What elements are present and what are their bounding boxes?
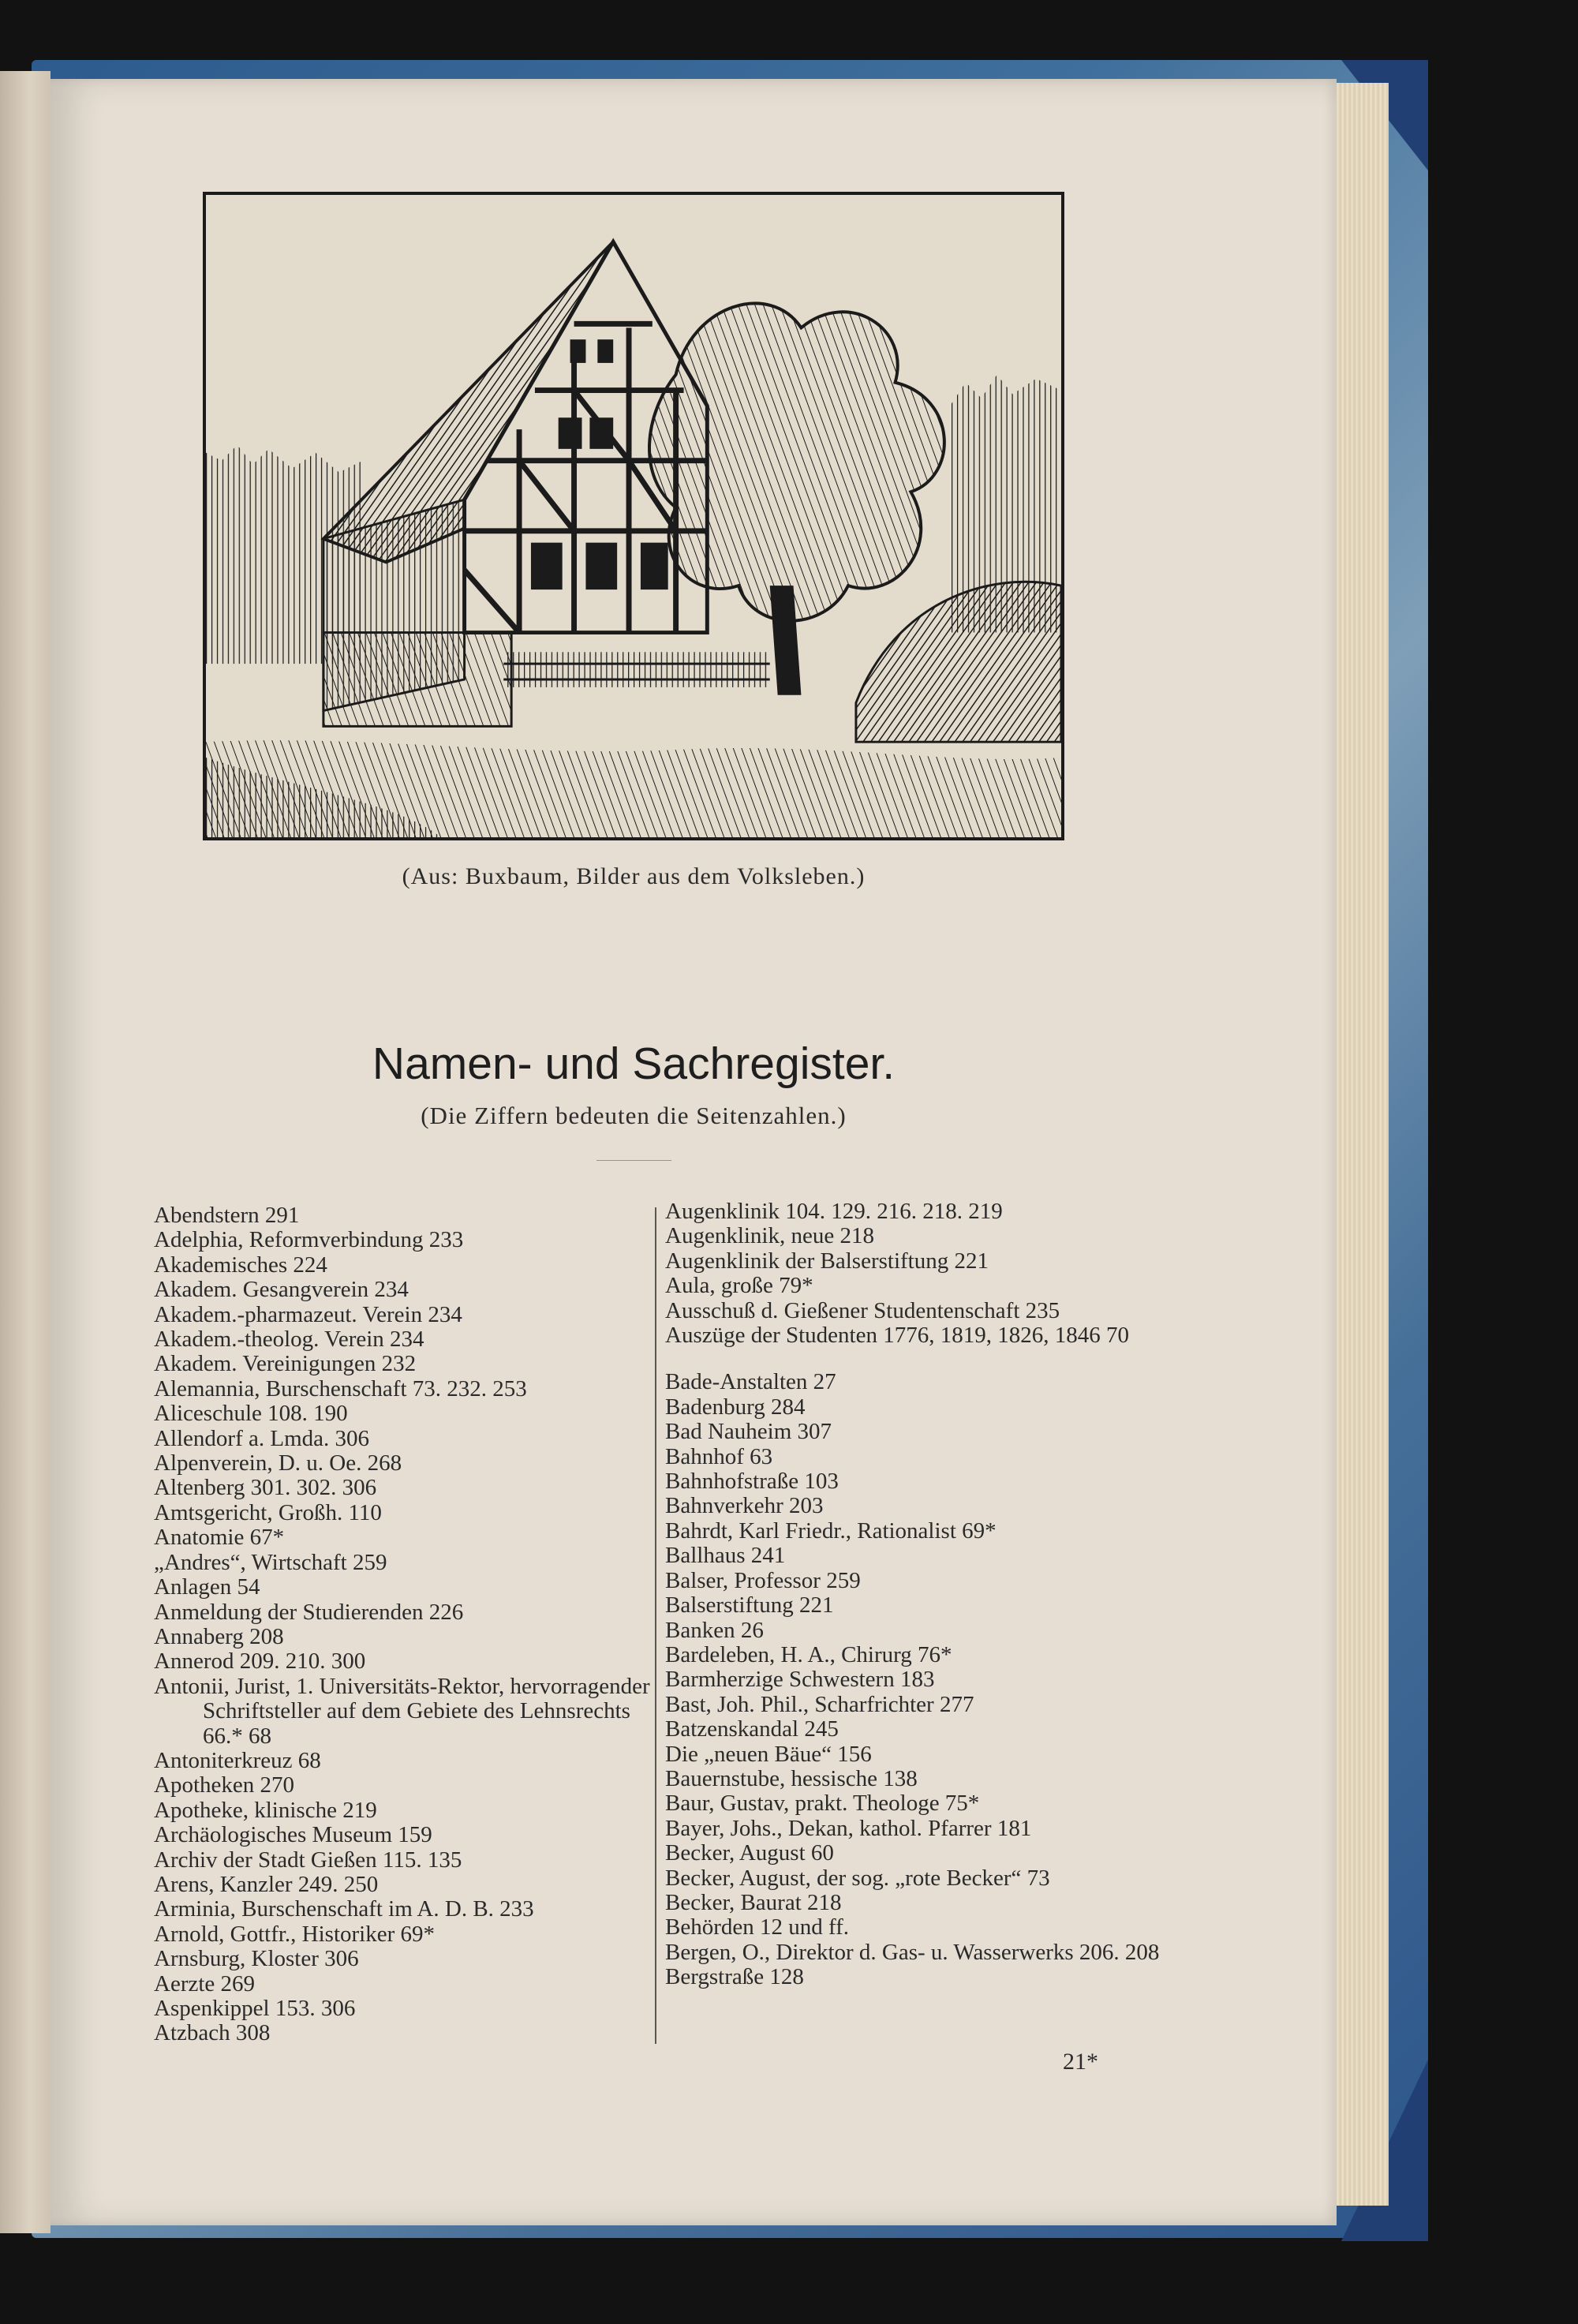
house-illustration xyxy=(203,192,1064,840)
index-entry: Archäologisches Museum 159 xyxy=(154,1822,432,1848)
index-entry: Bahrdt, Karl Friedr., Rationalist 69* xyxy=(665,1518,997,1544)
index-entry: Aerzte 269 xyxy=(154,1970,256,1997)
index-entry: Alpenverein, D. u. Oe. 268 xyxy=(154,1450,402,1476)
index-entry: Bahnhof 63 xyxy=(665,1443,773,1469)
index-entry: Akadem.-theolog. Verein 234 xyxy=(154,1327,424,1353)
index-entry: Amtsgericht, Großh. 110 xyxy=(154,1499,382,1525)
index-entry: Bast, Joh. Phil., Scharfrichter 277 xyxy=(665,1691,974,1717)
index-entry: Auszüge der Studenten 1776, 1819, 1826, 1846 70 xyxy=(665,1323,1129,1349)
illustration-caption: (Aus: Buxbaum, Bilder aus dem Volksleben.) xyxy=(402,863,866,889)
index-entry: Allendorf a. Lmda. 306 xyxy=(154,1425,370,1451)
index-entry: Bade-Anstalten 27 xyxy=(665,1369,836,1395)
index-column-left xyxy=(154,1203,651,2046)
index-entry: Balserstiftung 221 xyxy=(665,1592,834,1619)
index-entry: Apotheke, klinische 219 xyxy=(154,1797,377,1823)
index-entry: Arnsburg, Kloster 306 xyxy=(154,1946,359,1972)
index-entry: „Andres“, Wirtschaft 259 xyxy=(154,1549,387,1575)
index-entry: Adelphia, Reformverbindung 233 xyxy=(154,1227,464,1253)
index-entry: Barmherzige Schwestern 183 xyxy=(665,1667,935,1693)
index-entry: Anmeldung der Studierenden 226 xyxy=(154,1599,464,1625)
index-entry: Banken 26 xyxy=(665,1617,764,1643)
index-entry: Batzenskandal 245 xyxy=(665,1716,839,1742)
index-entry: Bad Nauheim 307 xyxy=(665,1419,832,1445)
index-entry: Aspenkippel 153. 306 xyxy=(154,1996,356,2021)
index-entry: Badenburg 284 xyxy=(665,1394,806,1420)
index-entry: Augenklinik der Balserstiftung 221 xyxy=(665,1248,989,1274)
index-entry: Arminia, Burschenschaft im A. D. B. 233 xyxy=(154,1896,534,1922)
index-entry: Annerod 209. 210. 300 xyxy=(154,1649,366,1675)
index-entry: Abendstern 291 xyxy=(154,1203,300,1228)
index-entry: Ausschuß d. Gießener Studentenschaft 235 xyxy=(665,1297,1060,1323)
index-entry: Atzbach 308 xyxy=(154,2020,271,2046)
index-entry: Bahnhofstraße 103 xyxy=(665,1469,839,1495)
index-entry: Antonii, Jurist, 1. Universitäts-Rektor, hervorragender Schriftsteller auf dem Gebiete des Lehnsrechts 66.* 68 xyxy=(154,1673,650,1749)
index-entry: Die „neuen Bäue“ 156 xyxy=(665,1741,872,1767)
index-entry: Antoniterkreuz 68 xyxy=(154,1747,321,1773)
index-entry: Anatomie 67* xyxy=(154,1525,285,1551)
index-entry: Akadem. Gesangverein 234 xyxy=(154,1277,409,1303)
index-entry: Baur, Gustav, prakt. Theologe 75* xyxy=(665,1791,980,1817)
index-entry: Becker, August, der sog. „rote Becker“ 73 xyxy=(665,1865,1050,1891)
index-entry: Annaberg 208 xyxy=(154,1623,284,1649)
title-rule xyxy=(596,1160,671,1161)
index-entry: Aula, große 79* xyxy=(665,1273,813,1299)
index-entry: Bahnverkehr 203 xyxy=(665,1493,824,1519)
index-entry: Alemannia, Burschenschaft 73. 232. 253 xyxy=(154,1375,527,1402)
index-entry: Ballhaus 241 xyxy=(665,1543,786,1569)
index-entry: Becker, August 60 xyxy=(665,1840,834,1866)
index-entry: Bauernstube, hessische 138 xyxy=(665,1765,918,1791)
column-divider xyxy=(655,1207,656,2044)
index-entry: Altenberg 301. 302. 306 xyxy=(154,1475,377,1501)
index-entry: Bayer, Johs., Dekan, kathol. Pfarrer 181 xyxy=(665,1815,1032,1841)
page-title: Namen- und Sachregister. xyxy=(372,1039,896,1089)
index-entry: Arens, Kanzler 249. 250 xyxy=(154,1871,379,1897)
page-number: 21* xyxy=(1063,2049,1098,2075)
index-entry: Bergen, O., Direktor d. Gas- u. Wasserwerks 206. 208 xyxy=(665,1939,1160,1965)
index-entry: Aliceschule 108. 190 xyxy=(154,1401,348,1427)
index-entry: Augenklinik, neue 218 xyxy=(665,1223,874,1249)
index-entry: Becker, Baurat 218 xyxy=(665,1889,842,1915)
index-column-right xyxy=(665,1199,1162,1990)
index-entry: Augenklinik 104. 129. 216. 218. 219 xyxy=(665,1199,1003,1224)
index-entry: Bardeleben, H. A., Chirurg 76* xyxy=(665,1641,952,1667)
index-entry: Akadem.-pharmazeut. Verein 234 xyxy=(154,1301,462,1327)
index-entry: Bergstraße 128 xyxy=(665,1964,804,1990)
index-entry: Balser, Professor 259 xyxy=(665,1567,861,1593)
index-entry: Arnold, Gottfr., Historiker 69* xyxy=(154,1921,436,1947)
index-entry: Akademisches 224 xyxy=(154,1252,327,1278)
half-timbered-house-drawing xyxy=(206,195,1061,837)
index-entry: Anlagen 54 xyxy=(154,1574,260,1600)
index-entry: Archiv der Stadt Gießen 115. 135 xyxy=(154,1847,462,1873)
left-page-edge xyxy=(0,71,50,2233)
index-entry: Apotheken 270 xyxy=(154,1772,294,1798)
index-entry: Akadem. Vereinigungen 232 xyxy=(154,1351,417,1377)
index-entry: Behörden 12 und ff. xyxy=(665,1914,850,1940)
page-subtitle: (Die Ziffern bedeuten die Seitenzahlen.) xyxy=(421,1102,847,1129)
page-stack-edge xyxy=(1333,83,1389,2206)
